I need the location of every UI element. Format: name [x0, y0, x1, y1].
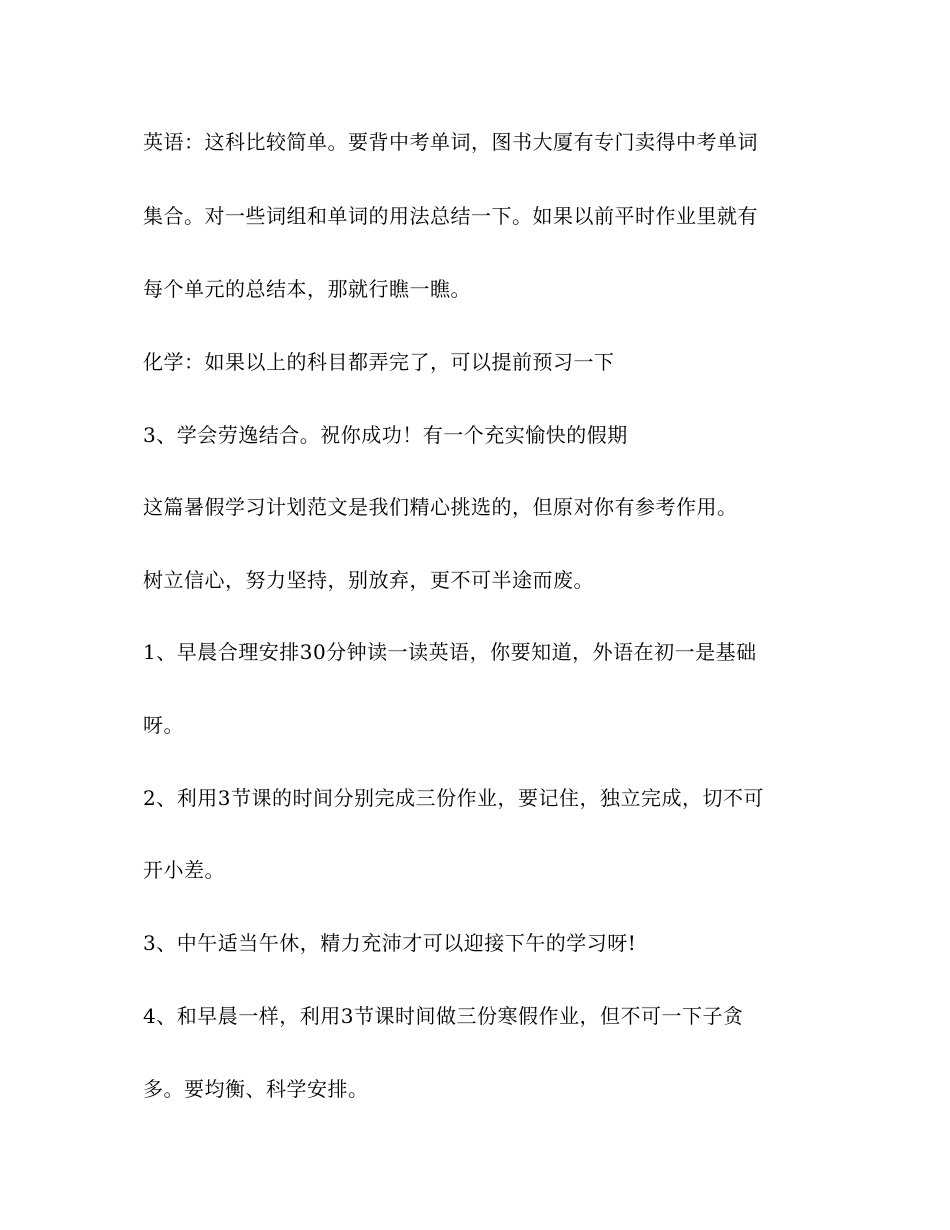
text-line: 多。要均衡、科学安排。 [143, 1077, 369, 1101]
text-line: 化学：如果以上的科目都弄完了，可以提前预习一下 [143, 350, 615, 374]
text-line: 这篇暑假学习计划范文是我们精心挑选的，但原对你有参考作用。 [143, 495, 738, 519]
text-line: 集合。对一些词组和单词的用法总结一下。如果以前平时作业里就有 [143, 204, 758, 228]
text-line: 英语：这科比较简单。要背中考单词，图书大厦有专门卖得中考单词 [143, 130, 758, 154]
text-line: 3、中午适当午休，精力充沛才可以迎接下午的学习呀! [143, 931, 637, 955]
text-line: 开小差。 [143, 858, 225, 882]
text-line: 每个单元的总结本，那就行瞧一瞧。 [143, 277, 471, 301]
text-line: 呀。 [143, 713, 184, 737]
text-line: 树立信心，努力坚持，别放弃，更不可半途而废。 [143, 568, 594, 592]
text-line: 2、利用3节课的时间分别完成三份作业，要记住，独立完成，切不可 [143, 786, 764, 810]
text-line: 3、学会劳逸结合。祝你成功！有一个充实愉快的假期 [143, 423, 628, 447]
text-line: 1、早晨合理安排30分钟读一读英语，你要知道，外语在初一是基础 [143, 640, 757, 664]
text-line: 4、和早晨一样，利用3节课时间做三份寒假作业，但不可一下子贪 [143, 1004, 744, 1028]
